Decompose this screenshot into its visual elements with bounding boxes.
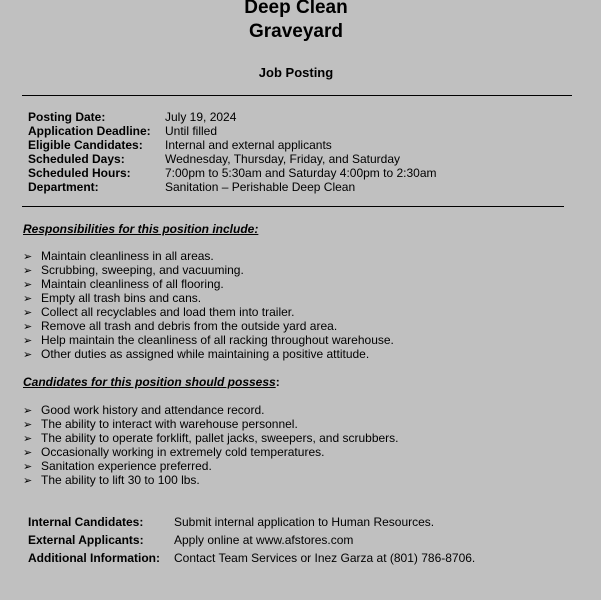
arrow-bullet-icon: ➢ — [23, 433, 33, 445]
detail-label: Scheduled Hours: — [28, 166, 131, 180]
responsibilities-heading-text: Responsibilities for this position include: — [23, 222, 259, 236]
arrow-bullet-icon: ➢ — [23, 321, 33, 333]
contact-label: External Applicants: — [28, 533, 144, 547]
detail-row-application-deadline — [28, 124, 437, 138]
detail-row-scheduled-hours — [28, 166, 437, 180]
list-item — [23, 249, 394, 263]
list-item — [23, 263, 394, 277]
list-item-text: Maintain cleanliness in all areas. — [41, 249, 214, 263]
arrow-bullet-icon: ➢ — [23, 251, 33, 263]
list-item-text: Remove all trash and debris from the outside yard area. — [41, 319, 338, 333]
detail-label: Application Deadline: — [28, 124, 151, 138]
list-item-text: Scrubbing, sweeping, and vacuuming. — [41, 263, 244, 277]
list-item-text: The ability to interact with warehouse personnel. — [41, 417, 298, 431]
detail-value: Sanitation – Perishable Deep Clean — [165, 180, 356, 194]
list-item — [23, 431, 399, 445]
contact-label: Additional Information: — [28, 551, 160, 565]
contact-row-additional — [28, 551, 475, 569]
contact-label: Internal Candidates: — [28, 515, 144, 529]
list-item-text: Maintain cleanliness of all flooring. — [41, 277, 224, 291]
qualifications-heading — [23, 375, 280, 389]
detail-row-scheduled-days — [28, 152, 437, 166]
list-item-text: Occasionally working in extremely cold temperatures. — [41, 445, 325, 459]
detail-row-posting-date — [28, 110, 437, 124]
arrow-bullet-icon: ➢ — [23, 279, 33, 291]
list-item-text: Good work history and attendance record. — [41, 403, 265, 417]
arrow-bullet-icon: ➢ — [23, 293, 33, 305]
detail-row-eligible-candidates — [28, 138, 437, 152]
list-item — [23, 305, 394, 319]
responsibilities-list — [23, 249, 394, 361]
list-item-text: Sanitation experience preferred. — [41, 459, 212, 473]
list-item — [23, 277, 394, 291]
detail-label: Eligible Candidates: — [28, 138, 143, 152]
detail-value: July 19, 2024 — [165, 110, 237, 124]
detail-label: Posting Date: — [28, 110, 106, 124]
detail-value: Wednesday, Thursday, Friday, and Saturday — [165, 152, 401, 166]
list-item — [23, 291, 394, 305]
list-item — [23, 347, 394, 361]
contact-row-external — [28, 533, 475, 551]
list-item-text: Help maintain the cleanliness of all racking throughout warehouse. — [41, 333, 394, 347]
arrow-bullet-icon: ➢ — [23, 265, 33, 277]
contact-value: Submit internal application to Human Resources. — [174, 515, 435, 529]
list-item-text: Other duties as assigned while maintaining a positive attitude. — [41, 347, 370, 361]
list-item — [23, 403, 399, 417]
detail-label: Department: — [28, 180, 99, 194]
job-posting-subtitle: Job Posting — [258, 65, 334, 80]
qualifications-list — [23, 403, 399, 487]
list-item-text: The ability to operate forklift, pallet jacks, sweepers, and scrubbers. — [41, 431, 399, 445]
contact-row-internal — [28, 515, 475, 533]
detail-value: Internal and external applicants — [165, 138, 332, 152]
list-item — [23, 333, 394, 347]
arrow-bullet-icon: ➢ — [23, 405, 33, 417]
contact-value: Contact Team Services or Inez Garza at (801) 786-8706. — [174, 551, 476, 565]
list-item — [23, 417, 399, 431]
responsibilities-heading — [23, 222, 258, 236]
qualifications-heading-text: Candidates for this position should possess — [23, 375, 276, 389]
posting-details — [28, 110, 437, 194]
arrow-bullet-icon: ➢ — [23, 461, 33, 473]
list-item-text: The ability to lift 30 to 100 lbs. — [41, 473, 200, 487]
contact-value: Apply online at www.afstores.com — [174, 533, 354, 547]
list-item-text: Empty all trash bins and cans. — [41, 291, 202, 305]
detail-value: 7:00pm to 5:30am and Saturday 4:00pm to 2:30am — [165, 166, 437, 180]
arrow-bullet-icon: ➢ — [23, 419, 33, 431]
qualifications-heading-colon: : — [275, 375, 280, 389]
list-item — [23, 445, 399, 459]
list-item — [23, 319, 394, 333]
arrow-bullet-icon: ➢ — [23, 349, 33, 361]
detail-value: Until filled — [165, 124, 218, 138]
detail-label: Scheduled Days: — [28, 152, 125, 166]
arrow-bullet-icon: ➢ — [23, 475, 33, 487]
job-title-line-2: Graveyard — [248, 21, 343, 42]
arrow-bullet-icon: ➢ — [23, 307, 33, 319]
list-item — [23, 473, 399, 487]
detail-row-department — [28, 180, 437, 194]
list-item-text: Collect all recyclables and load them into trailer. — [41, 305, 295, 319]
arrow-bullet-icon: ➢ — [23, 447, 33, 459]
list-item — [23, 459, 399, 473]
job-title-line-1: Deep Clean — [244, 0, 348, 18]
application-contact-info — [28, 515, 475, 569]
arrow-bullet-icon: ➢ — [23, 335, 33, 347]
middle-divider — [22, 206, 564, 207]
top-divider — [22, 95, 572, 96]
